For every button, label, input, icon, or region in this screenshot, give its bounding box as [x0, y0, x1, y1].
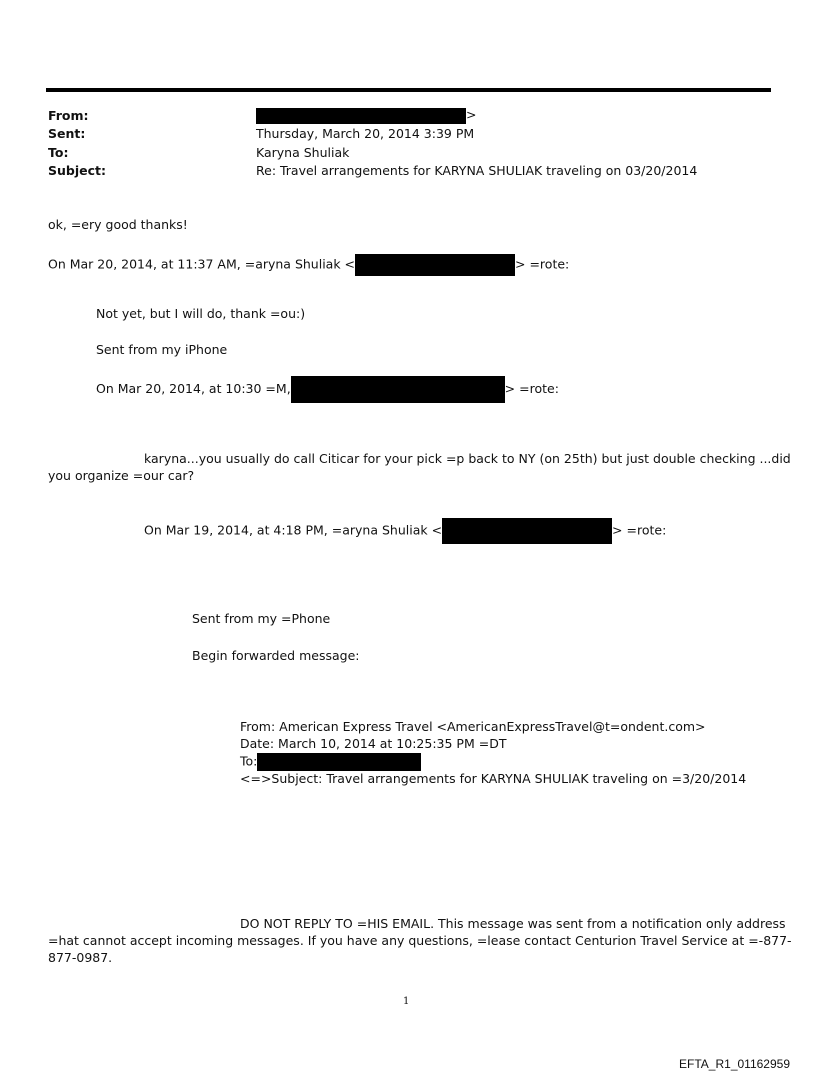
redaction-box [291, 376, 505, 403]
message-3-signature: Sent from my =Phone [192, 611, 331, 626]
from-suffix: > [466, 107, 477, 122]
forwarded-label: Begin forwarded message: [192, 648, 360, 663]
notice-line-1: DO NOT REPLY TO =HIS EMAIL. This message was sent from a notification only address [240, 916, 786, 931]
to-value: Karyna Shuliak [256, 145, 350, 160]
quote-2-prefix: On Mar 20, 2014, at 10:30 =M, [96, 381, 291, 396]
quote-3-suffix: > =rote: [612, 522, 667, 538]
subject-label: Subject: [48, 163, 106, 178]
forwarded-date: Date: March 10, 2014 at 10:25:35 PM =DT [240, 736, 507, 751]
message-1-signature: Sent from my iPhone [96, 342, 228, 357]
page-number: 1 [403, 996, 410, 1007]
quote-1-suffix: > =rote: [515, 256, 570, 272]
quote-header-1 [48, 254, 569, 276]
quote-header-2 [96, 376, 559, 403]
redaction-box [442, 518, 612, 544]
from-value [256, 107, 476, 124]
forwarded-to-label: To: [240, 753, 258, 769]
sent-value: Thursday, March 20, 2014 3:39 PM [256, 126, 475, 141]
quote-1-prefix: On Mar 20, 2014, at 11:37 AM, =aryna Shuliak < [48, 256, 356, 272]
quote-3-prefix: On Mar 19, 2014, at 4:18 PM, =aryna Shuliak < [144, 522, 443, 538]
quote-2-suffix: > =rote: [504, 381, 559, 396]
notice-line-2: =hat cannot accept incoming messages. If you have any questions, =lease contact Centurion Travel Service at =-877- [48, 933, 792, 948]
reply-text: ok, =ery good thanks! [48, 217, 188, 232]
subject-value: Re: Travel arrangements for KARYNA SHULIAK traveling on 03/20/2014 [256, 163, 698, 178]
forwarded-subject: <=>Subject: Travel arrangements for KARYNA SHULIAK traveling on =3/20/2014 [240, 771, 747, 786]
message-1-text: Not yet, but I will do, thank =ou:) [96, 306, 306, 321]
message-2-line-1: karyna...you usually do call Citicar for your pick =p back to NY (on 25th) but just double checking ...did [144, 451, 791, 466]
quote-header-3 [144, 518, 666, 544]
to-label: To: [48, 145, 69, 160]
forwarded-from: From: American Express Travel <AmericanExpressTravel@t=ondent.com> [240, 719, 706, 734]
from-label: From: [48, 108, 89, 123]
bates-number: EFTA_R1_01162959 [679, 1057, 790, 1071]
redaction-box [256, 108, 466, 124]
redaction-box [257, 753, 421, 771]
header-rule [46, 88, 771, 92]
sent-label: Sent: [48, 126, 86, 141]
message-2-line-2: you organize =our car? [48, 468, 195, 483]
notice-line-3: 877-0987. [48, 950, 113, 965]
forwarded-to [240, 753, 421, 771]
redaction-box [355, 254, 515, 276]
